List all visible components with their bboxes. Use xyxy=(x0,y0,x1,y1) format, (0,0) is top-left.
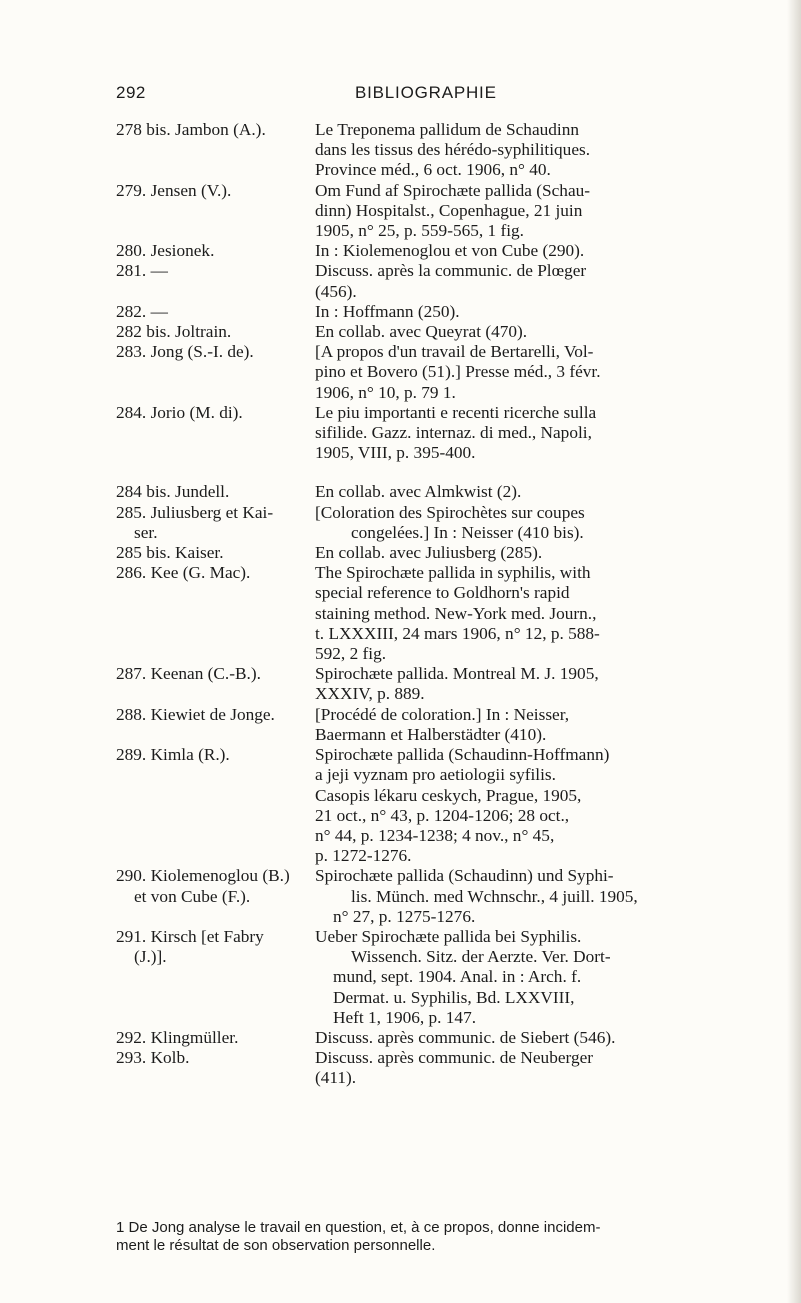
reference-line: XXXIV, p. 889. xyxy=(315,684,425,704)
reference-line: Le piu importanti e recenti ricerche sulla xyxy=(315,402,597,422)
entry-author: 282 bis. Joltrain. xyxy=(116,322,232,342)
bibliography-entry-292 xyxy=(116,1028,726,1048)
bibliography-entry-284-bis xyxy=(116,482,726,502)
reference-line: Om Fund af Spirochæte pallida (Schau- xyxy=(315,180,591,200)
footnote-line: 1 De Jong analyse le travail en question, et, à ce propos, donne incidem- xyxy=(116,1219,601,1236)
reference-line: Spirochæte pallida. Montreal M. J. 1905, xyxy=(315,664,599,684)
entry-reference xyxy=(315,664,726,704)
page-edge-shadow xyxy=(787,0,801,1303)
reference-line: Discuss. après communic. de Neuberger xyxy=(315,1048,594,1068)
bibliography-entry-290-cont xyxy=(116,887,726,927)
entry-reference xyxy=(333,947,726,1028)
reference-line: a jeji vyznam pro aetiologii syfilis. xyxy=(315,765,556,785)
bibliography-entry-281 xyxy=(116,261,726,301)
entry-reference xyxy=(315,181,726,242)
page-header xyxy=(116,83,722,105)
reference-line: t. LXXXIII, 24 mars 1906, n° 12, p. 588- xyxy=(315,623,600,643)
entry-author: 290. Kiolemenoglou (B.) xyxy=(116,866,290,886)
reference-line: 592, 2 fig. xyxy=(315,644,387,664)
bibliography-entry-280 xyxy=(116,241,726,261)
reference-line: dinn) Hospitalst., Copenhague, 21 juin xyxy=(315,200,583,220)
footnote-line: ment le résultat de son observation personnelle. xyxy=(116,1237,436,1254)
entry-author: 289. Kimla (R.). xyxy=(116,745,230,765)
entry-reference xyxy=(315,745,726,866)
entry-author: 291. Kirsch [et Fabry xyxy=(116,926,264,946)
bibliography-entry-286 xyxy=(116,563,726,664)
reference-line: In : Hoffmann (250). xyxy=(315,301,460,321)
reference-line: 21 oct., n° 43, p. 1204-1206; 28 oct., xyxy=(315,805,570,825)
reference-line: Wissench. Sitz. der Aerzte. Ver. Dort- xyxy=(351,947,611,967)
entry-author: ser. xyxy=(134,522,158,542)
reference-line: Casopis lékaru ceskych, Prague, 1905, xyxy=(315,785,582,805)
entry-author: 292. Klingmüller. xyxy=(116,1027,239,1047)
reference-line: staining method. New-York med. Journ., xyxy=(315,603,597,623)
reference-line: 1906, n° 10, p. 79 1. xyxy=(315,382,456,402)
reference-line: Spirochæte pallida (Schaudinn) und Syphi- xyxy=(315,866,614,886)
bibliography-entry-283 xyxy=(116,342,726,403)
reference-line: congelées.] In : Neisser (410 bis). xyxy=(351,522,584,542)
entry-reference xyxy=(315,241,726,261)
bibliography-entry-279 xyxy=(116,181,726,242)
bibliography-entry-288 xyxy=(116,705,726,745)
bibliography-entry-291 xyxy=(116,927,726,947)
entry-author: 287. Keenan (C.-B.). xyxy=(116,664,261,684)
bibliography-entry-285 xyxy=(116,503,726,523)
reference-line: [Coloration des Spirochètes sur coupes xyxy=(315,502,585,522)
bibliography-entry-278-bis xyxy=(116,120,726,181)
reference-line: Ueber Spirochæte pallida bei Syphilis. xyxy=(315,926,582,946)
entry-author: et von Cube (F.). xyxy=(134,886,251,906)
entry-author: 284 bis. Jundell. xyxy=(116,482,230,502)
entry-reference xyxy=(333,523,726,543)
entry-reference xyxy=(315,1028,726,1048)
running-head: BIBLIOGRAPHIE xyxy=(355,83,497,102)
entry-reference xyxy=(315,322,726,342)
entry-reference xyxy=(315,543,726,563)
bibliography-list xyxy=(116,120,726,1089)
reference-line: 1905, n° 25, p. 559-565, 1 fig. xyxy=(315,221,524,241)
entry-author: 285. Juliusberg et Kai- xyxy=(116,502,274,522)
reference-line: The Spirochæte pallida in syphilis, with xyxy=(315,563,591,583)
bibliography-entry-290 xyxy=(116,866,726,886)
reference-line: En collab. avec Almkwist (2). xyxy=(315,482,522,502)
entry-reference xyxy=(315,563,726,664)
bibliography-entry-285-cont xyxy=(116,523,726,543)
reference-line: En collab. avec Juliusberg (285). xyxy=(315,543,543,563)
reference-line: Discuss. après la communic. de Plœger xyxy=(315,261,587,281)
reference-line: En collab. avec Queyrat (470). xyxy=(315,322,528,342)
entry-author: 288. Kiewiet de Jonge. xyxy=(116,704,275,724)
entry-reference xyxy=(315,1048,726,1088)
reference-line: lis. Münch. med Wchnschr., 4 juill. 1905, xyxy=(351,886,638,906)
entry-reference xyxy=(315,261,726,301)
reference-line: Discuss. après communic. de Siebert (546). xyxy=(315,1027,616,1047)
entry-reference xyxy=(315,482,726,502)
reference-line: n° 27, p. 1275-1276. xyxy=(333,906,476,926)
bibliography-entry-287 xyxy=(116,664,726,704)
entry-reference xyxy=(315,342,726,403)
bibliography-entry-289 xyxy=(116,745,726,866)
page-number: 292 xyxy=(116,83,146,102)
entry-reference xyxy=(315,927,726,947)
reference-line: Baermann et Halberstädter (410). xyxy=(315,724,547,744)
reference-line: sifilide. Gazz. internaz. di med., Napoli, xyxy=(315,423,592,443)
reference-line: 1905, VIII, p. 395-400. xyxy=(315,443,476,463)
entry-author: 278 bis. Jambon (A.). xyxy=(116,120,266,139)
reference-line: Spirochæte pallida (Schaudinn-Hoffmann) xyxy=(315,745,610,765)
reference-line: n° 44, p. 1234-1238; 4 nov., n° 45, xyxy=(315,825,555,845)
reference-line: (411). xyxy=(315,1068,357,1088)
reference-line: Le Treponema pallidum de Schaudinn xyxy=(315,120,579,139)
entry-reference xyxy=(315,503,726,523)
entry-author: 286. Kee (G. Mac). xyxy=(116,563,251,583)
entry-reference xyxy=(333,887,726,927)
reference-line: dans les tissus des hérédo-syphilitiques. xyxy=(315,140,591,160)
reference-line: mund, sept. 1904. Anal. in : Arch. f. xyxy=(333,967,582,987)
entry-reference xyxy=(315,120,726,181)
entry-reference xyxy=(315,866,726,886)
entry-author: 284. Jorio (M. di). xyxy=(116,402,243,422)
bibliography-entry-293 xyxy=(116,1048,726,1088)
reference-line: p. 1272-1276. xyxy=(315,846,412,866)
reference-line: [Procédé de coloration.] In : Neisser, xyxy=(315,704,570,724)
entry-author: 279. Jensen (V.). xyxy=(116,180,232,200)
bibliography-entry-282-bis xyxy=(116,322,726,342)
reference-line: In : Kiolemenoglou et von Cube (290). xyxy=(315,241,585,261)
entry-author: 283. Jong (S.-I. de). xyxy=(116,342,254,362)
reference-line: special reference to Goldhorn's rapid xyxy=(315,583,570,603)
reference-line: [A propos d'un travail de Bertarelli, Vol- xyxy=(315,342,594,362)
reference-line: Province méd., 6 oct. 1906, n° 40. xyxy=(315,160,551,180)
bibliography-entry-284 xyxy=(116,403,726,464)
footnote xyxy=(116,1219,726,1255)
entry-author: 293. Kolb. xyxy=(116,1048,190,1068)
entry-reference xyxy=(315,705,726,745)
bibliography-entry-291-cont xyxy=(116,947,726,1028)
entry-author: 281. — xyxy=(116,261,168,281)
reference-line: pino et Bovero (51).] Presse méd., 3 févr. xyxy=(315,362,601,382)
entry-author: (J.)]. xyxy=(134,947,167,967)
entry-reference xyxy=(315,403,726,464)
entry-author: 285 bis. Kaiser. xyxy=(116,543,224,563)
reference-line: (456). xyxy=(315,281,357,301)
bibliography-entry-285-bis xyxy=(116,543,726,563)
entry-author: 282. — xyxy=(116,301,168,321)
entry-author: 280. Jesionek. xyxy=(116,241,215,261)
bibliography-entry-282 xyxy=(116,302,726,322)
reference-line: Dermat. u. Syphilis, Bd. LXXVIII, xyxy=(333,987,575,1007)
entry-reference xyxy=(315,302,726,322)
reference-line: Heft 1, 1906, p. 147. xyxy=(333,1007,477,1027)
